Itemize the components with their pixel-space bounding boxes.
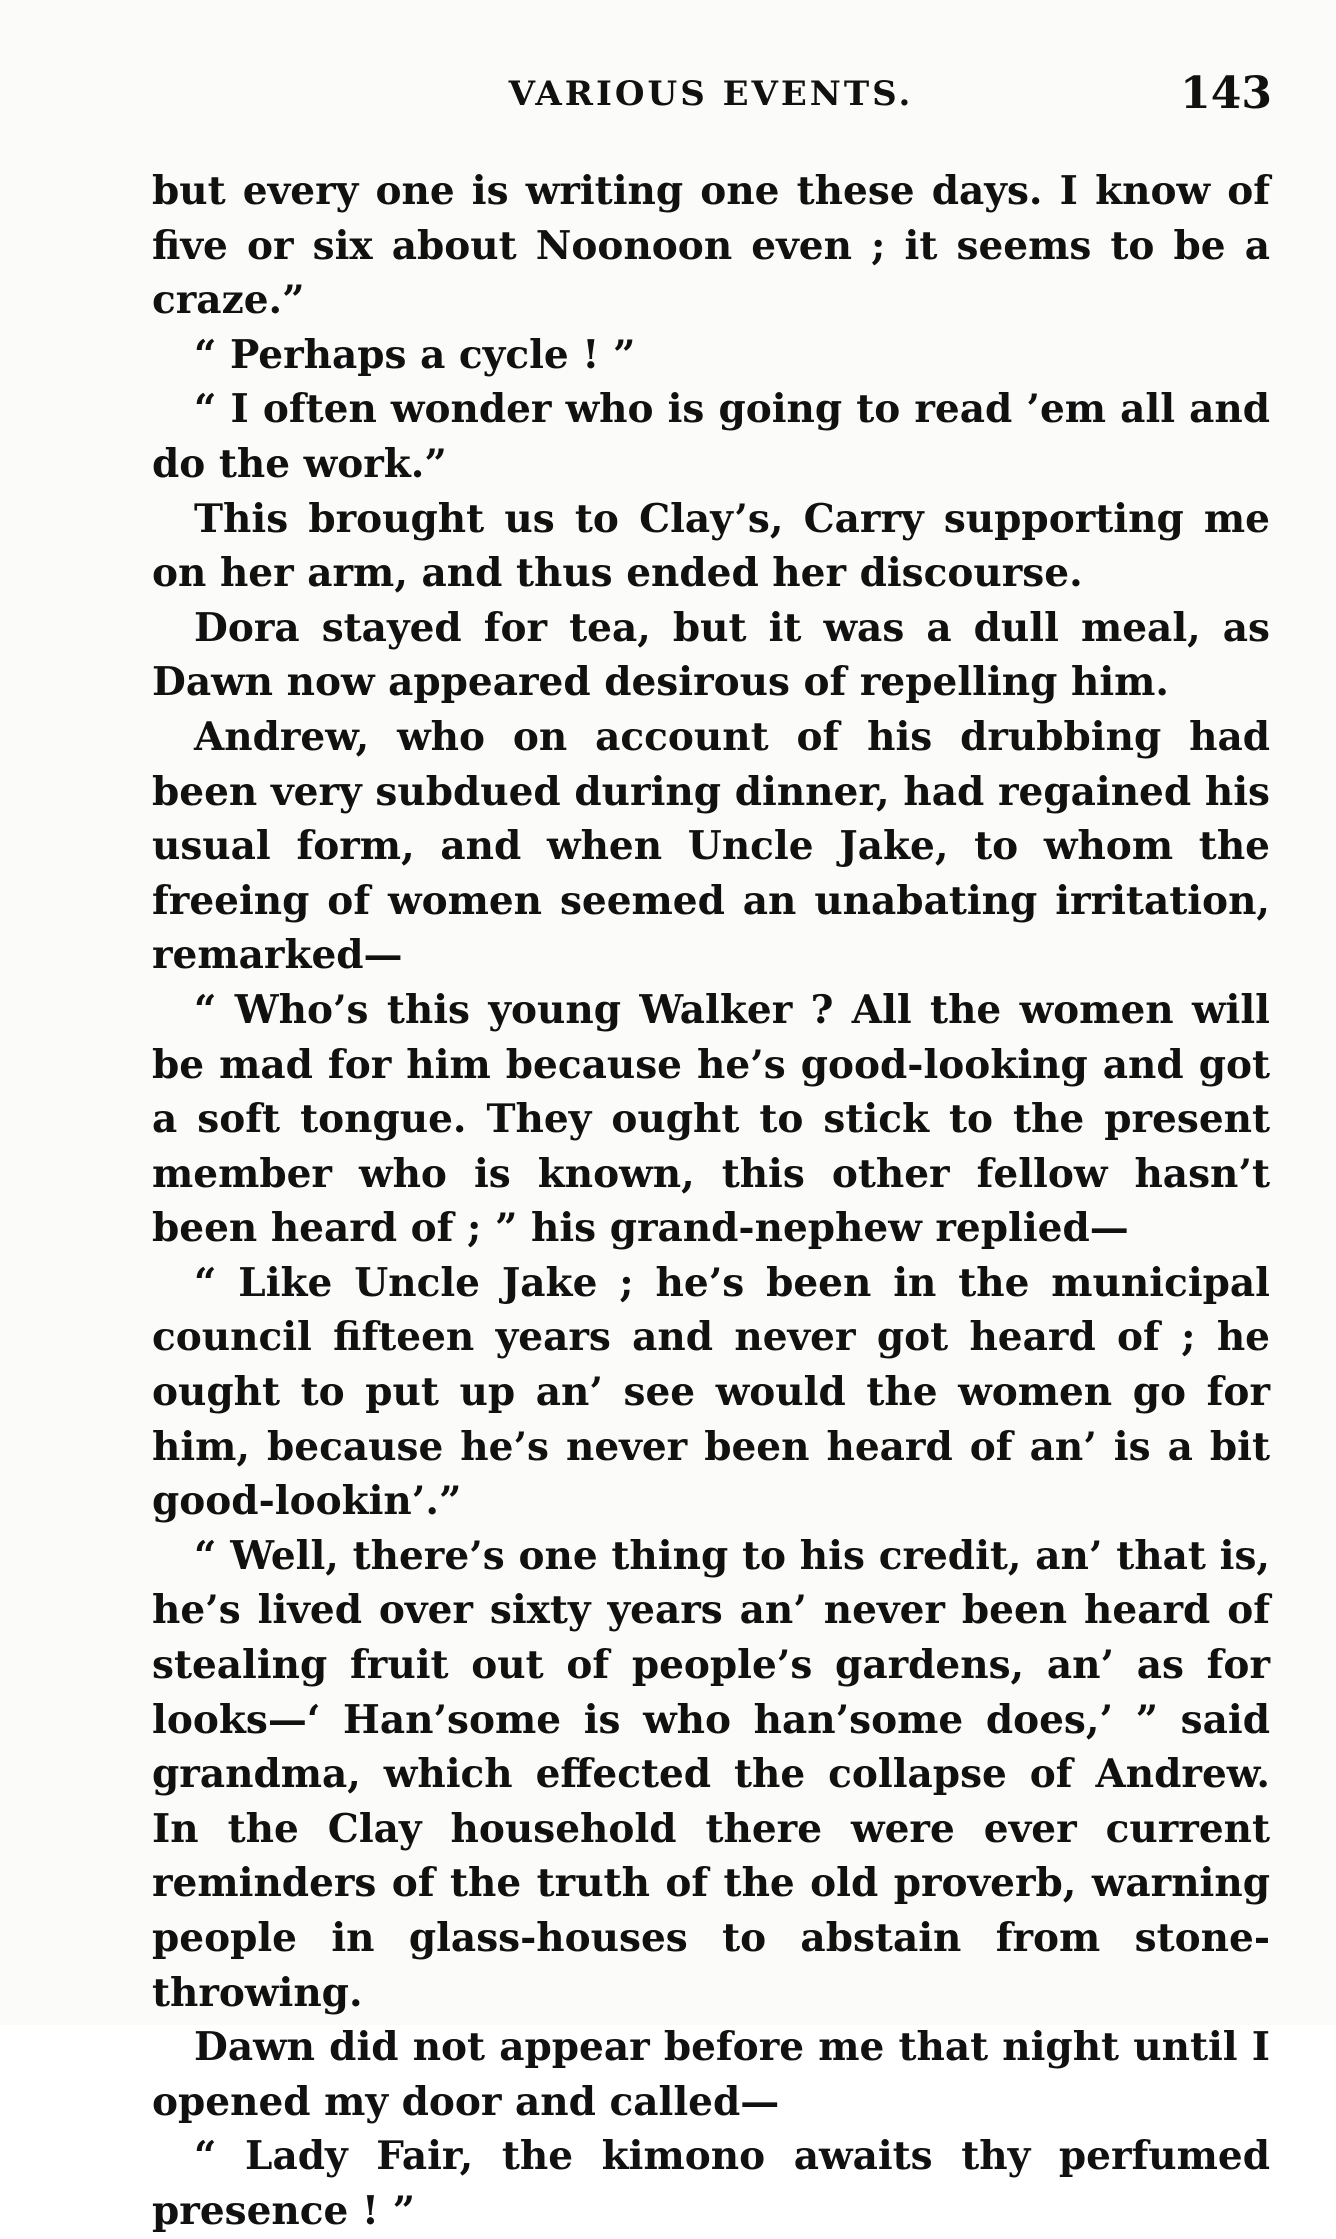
paragraph: Dawn did not appear before me that night until I opened my door and called— [152,2024,1270,2125]
body-text [152,164,1270,2239]
paragraph: Dora stayed for tea, but it was a dull meal, as Dawn now appeared desirous of repelling him. [152,604,1270,706]
paragraph: “ Perhaps a cycle ! ” [194,331,636,378]
paragraph: Andrew, who on account of his drubbing had been very subdued during dinner, had regained his usual form, and when Uncle Jake, to whom the freeing of women seemed an unabating irritation, remarked— [152,713,1270,979]
page-header [150,68,1272,118]
paragraph: “ Like Uncle Jake ; he’s been in the municipal council fifteen years and never got heard of ; he ought to put up an’ see would the women go for him, because he’s never been heard of an’ is a bit good-lookin’.” [152,1259,1270,1525]
paragraph: This brought us to Clay’s, Carry supporting me on her arm, and thus ended her discourse. [152,495,1270,597]
paragraph: “ I often wonder who is going to read ’em all and do the work.” [152,386,1270,487]
paragraph: but every one is writing one these days. I know of five or six about Noonoon even ; it seems to be a craze.” [152,168,1270,324]
running-title: VARIOUS EVENTS. [508,74,914,114]
page-number: 143 [1180,68,1272,119]
paragraph: “ Who’s this young Walker ? All the women will be mad for him because he’s good-looking and got a soft tongue. They ought to stick to the present member who is known, this other fellow hasn’t been heard of ; ” his grand-nephew replied— [152,986,1270,1252]
paragraph: “ Lady Fair, the kimono awaits thy perfumed presence ! ” [152,2133,1270,2234]
paragraph: “ Well, there’s one thing to his credit, an’ that is, he’s lived over sixty years an’ never been heard of stealing fruit out of people’s gardens, an’ as for looks—‘ Han’some is who han’some does,’ ” said grandma, which effected the collapse of Andrew. In the Clay household there were ever current reminders of the truth of the old proverb, warning people in glass-houses to abstain from stone-throwing. [152,1532,1270,2016]
